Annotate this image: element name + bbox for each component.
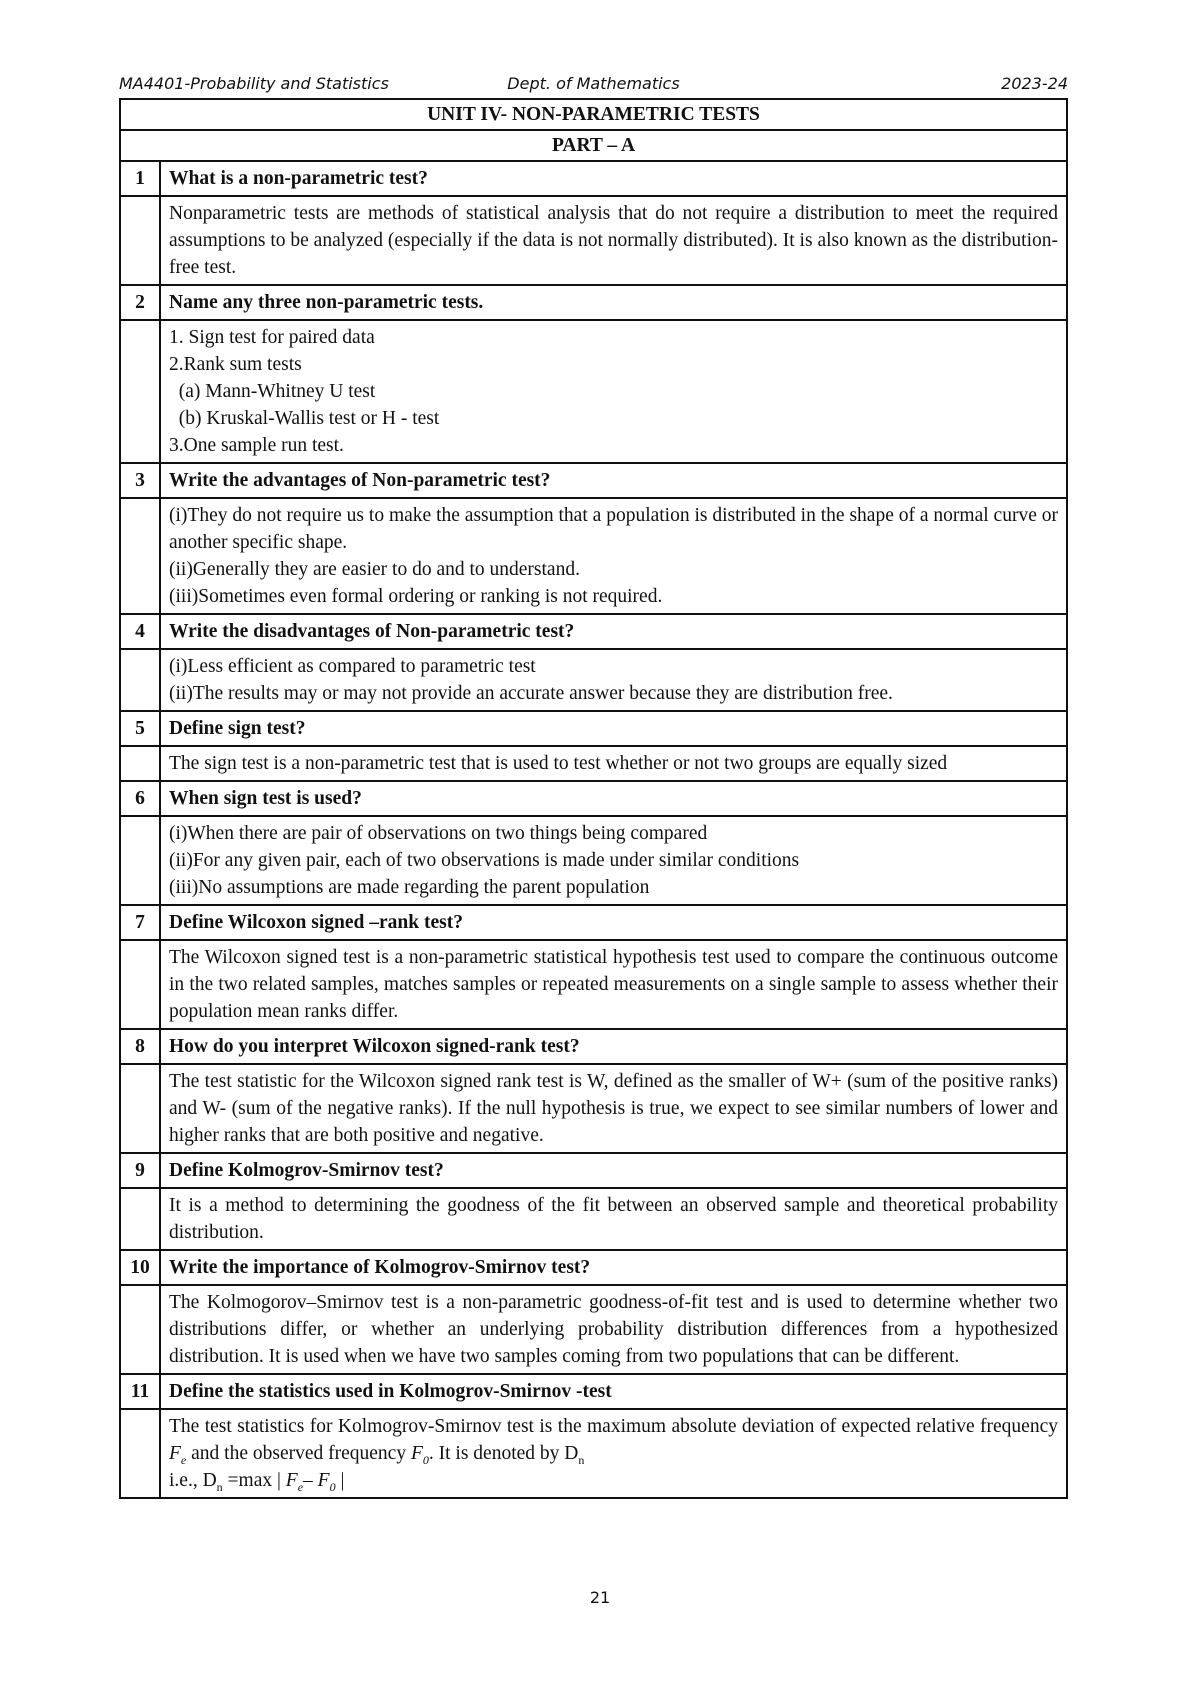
answer-row xyxy=(120,320,1067,463)
answer-text: 1. Sign test for paired data 2.Rank sum tests (a) Mann-Whitney U test (b) Kruskal-Wallis test or H - test 3.One sample run test. xyxy=(160,320,1067,463)
answer-row xyxy=(120,1285,1067,1374)
question-number: 11 xyxy=(120,1374,160,1409)
course-title: MA4401-Probability and Statistics xyxy=(119,74,389,93)
question-number: 7 xyxy=(120,905,160,940)
question-text: What is a non-parametric test? xyxy=(160,161,1067,196)
department: Dept. of Mathematics xyxy=(507,74,680,93)
question-row xyxy=(120,1029,1067,1064)
question-number: 10 xyxy=(120,1250,160,1285)
question-row xyxy=(120,711,1067,746)
answer-text: It is a method to determining the goodness of the fit between an observed sample and theoretical probability distribution. xyxy=(160,1188,1067,1250)
question-row xyxy=(120,1153,1067,1188)
question-row xyxy=(120,463,1067,498)
question-row xyxy=(120,1250,1067,1285)
question-row xyxy=(120,161,1067,196)
answer-row xyxy=(120,649,1067,711)
page-header xyxy=(119,74,1068,98)
question-text: Write the disadvantages of Non-parametric test? xyxy=(160,614,1067,649)
answer-text: The test statistic for the Wilcoxon signed rank test is W, defined as the smaller of W+ (sum of the positive ranks) and W- (sum of the negative ranks). If the null hypothesis is true, we expect to see similar numbers of lower and higher ranks that are both positive and negative. xyxy=(160,1064,1067,1153)
question-number: 6 xyxy=(120,781,160,816)
answer-text: The sign test is a non-parametric test that is used to test whether or not two groups are equally sized xyxy=(160,746,1067,781)
answer-row xyxy=(120,940,1067,1029)
answer-row xyxy=(120,1188,1067,1250)
question-text: Define the statistics used in Kolmogrov-Smirnov -test xyxy=(160,1374,1067,1409)
answer-text: The Wilcoxon signed test is a non-parametric statistical hypothesis test used to compare the continuous outcome in the two related samples, matches samples or repeated measurements on a single sample to assess whether their population mean ranks differ. xyxy=(160,940,1067,1029)
answer-row xyxy=(120,746,1067,781)
question-text: Define Kolmogrov-Smirnov test? xyxy=(160,1153,1067,1188)
question-text: Write the importance of Kolmogrov-Smirnov test? xyxy=(160,1250,1067,1285)
question-number: 1 xyxy=(120,161,160,196)
question-row xyxy=(120,1374,1067,1409)
question-row xyxy=(120,614,1067,649)
part-title: PART – A xyxy=(120,130,1067,161)
answer-row xyxy=(120,196,1067,285)
question-text: Define sign test? xyxy=(160,711,1067,746)
qa-table xyxy=(119,98,1068,1499)
question-number: 5 xyxy=(120,711,160,746)
question-number: 8 xyxy=(120,1029,160,1064)
question-number: 3 xyxy=(120,463,160,498)
question-text: Name any three non-parametric tests. xyxy=(160,285,1067,320)
question-number: 9 xyxy=(120,1153,160,1188)
answer-text: The test statistics for Kolmogrov-Smirnov test is the maximum absolute deviation of expected relative frequency $F_e$ and the observed frequency $F_0$. It is denoted by $D_n$ i.e., $D_n =\max$ | $F_e-$ $F_0$ | xyxy=(160,1409,1067,1498)
question-number: 4 xyxy=(120,614,160,649)
answer-text: The Kolmogorov–Smirnov test is a non-parametric goodness-of-fit test and is used to determine whether two distributions differ, or whether an underlying probability distribution differences from a hypothesized distribution. It is used when we have two samples coming from two populations that can be different. xyxy=(160,1285,1067,1374)
academic-year: 2023-24 xyxy=(1001,74,1068,93)
answer-text: (i)When there are pair of observations on two things being compared (ii)For any given pair, each of two observations is made under similar conditions (iii)No assumptions are made regarding the parent population xyxy=(160,816,1067,905)
answer-row xyxy=(120,1409,1067,1498)
question-row xyxy=(120,285,1067,320)
answer-text: (i)They do not require us to make the assumption that a population is distributed in the shape of a normal curve or another specific shape. (ii)Generally they are easier to do and to understand. (iii)Sometimes even formal ordering or ranking is not required. xyxy=(160,498,1067,614)
answer-row xyxy=(120,1064,1067,1153)
unit-title: UNIT IV- NON-PARAMETRIC TESTS xyxy=(120,99,1067,130)
question-text: Define Wilcoxon signed –rank test? xyxy=(160,905,1067,940)
answer-row xyxy=(120,816,1067,905)
question-text: Write the advantages of Non-parametric test? xyxy=(160,463,1067,498)
answer-row xyxy=(120,498,1067,614)
question-number: 2 xyxy=(120,285,160,320)
question-row xyxy=(120,905,1067,940)
question-row xyxy=(120,781,1067,816)
page-number: 21 xyxy=(589,1588,611,1607)
answer-text: (i)Less efficient as compared to parametric test (ii)The results may or may not provide an accurate answer because they are distribution free. xyxy=(160,649,1067,711)
question-text: How do you interpret Wilcoxon signed-rank test? xyxy=(160,1029,1067,1064)
answer-text: Nonparametric tests are methods of statistical analysis that do not require a distribution to meet the required assumptions to be analyzed (especially if the data is not normally distributed). It is also known as the distribution-free test. xyxy=(160,196,1067,285)
question-text: When sign test is used? xyxy=(160,781,1067,816)
